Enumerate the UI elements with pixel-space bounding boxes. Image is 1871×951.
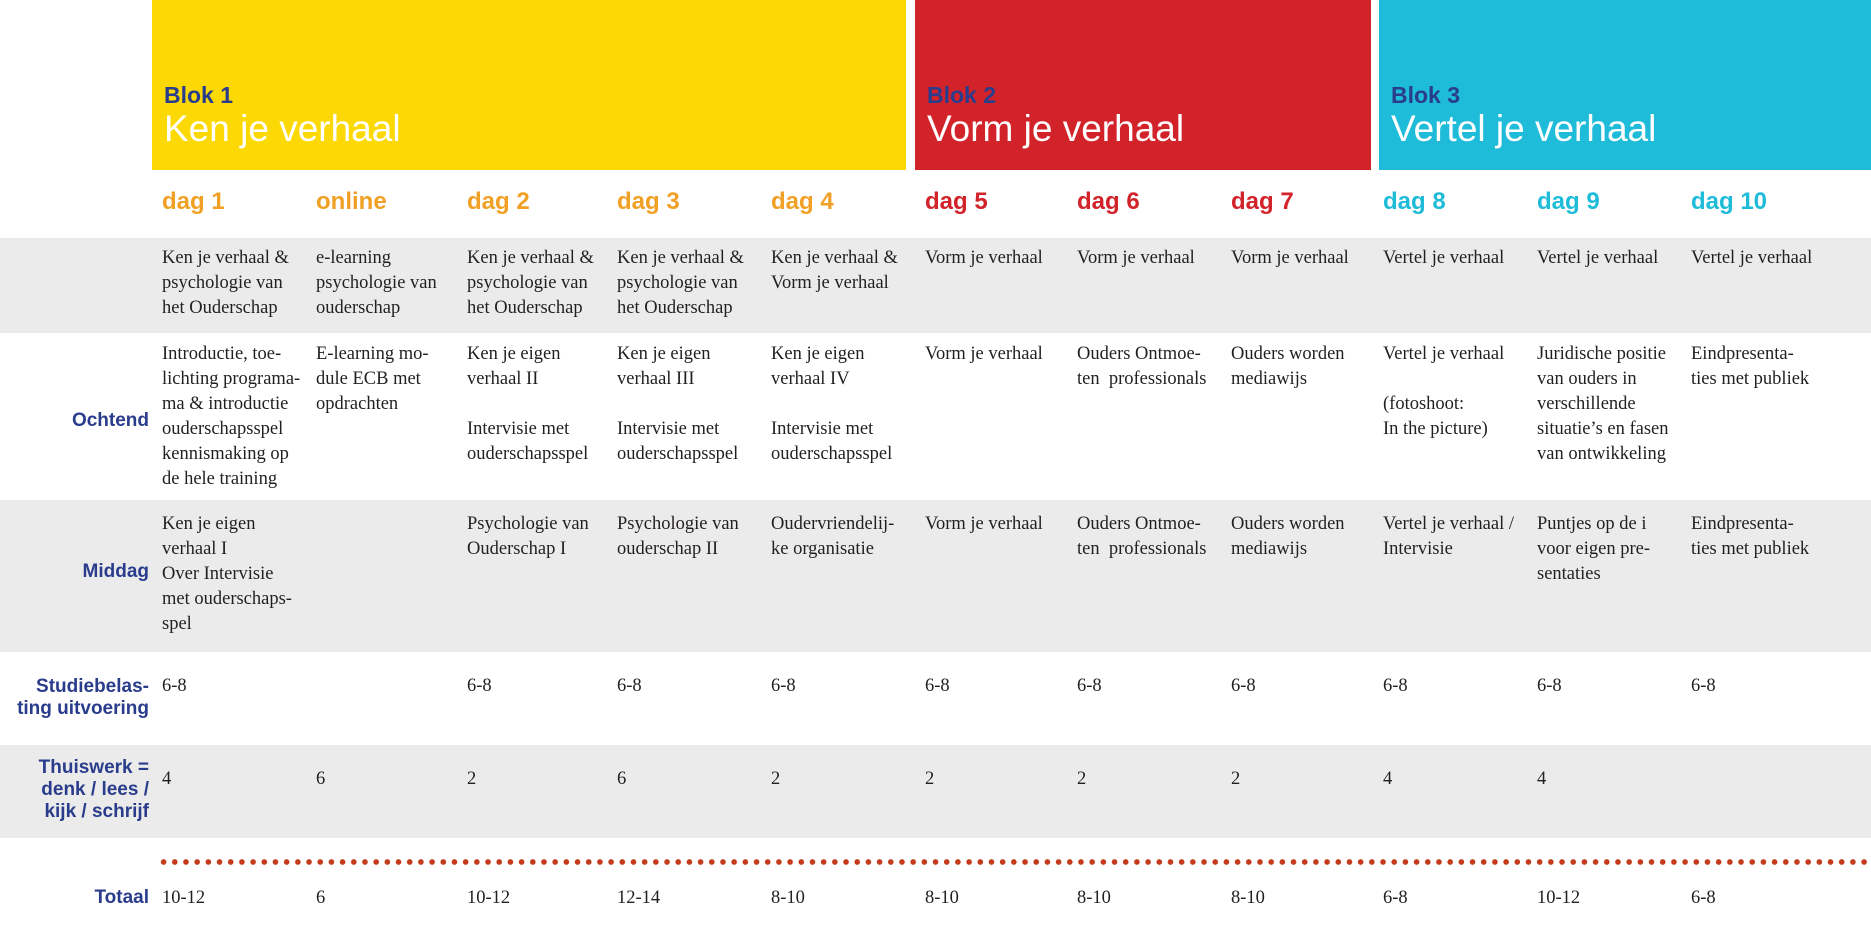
ochtend-cell: Ouders worden mediawijs [1231,344,1345,389]
theme-cell: Ken je verhaal & psychologie van het Ouderschap [162,248,289,318]
block-2-title: Vorm je verhaal [927,108,1185,149]
studiebelasting-cell: 6-8 [1231,676,1256,696]
middag-cell: Oudervriendelij- ke organisatie [771,514,895,559]
totaal-cell: 10-12 [467,888,511,908]
ochtend-cell: E-learning mo- dule ECB met opdrachten [316,344,429,414]
ochtend-cell: Vertel je verhaal (fotoshoot: In the picture) [1383,344,1505,439]
studiebelasting-cell: 6-8 [162,676,187,696]
day-header-4: dag 3 [617,188,680,215]
thuiswerk-cell: 4 [1537,769,1547,789]
studiebelasting-cell: 6-8 [1077,676,1102,696]
block-3-label: Blok 3 [1391,82,1461,108]
day-header-2: online [316,188,387,215]
studiebelasting-cell: 6-8 [1691,676,1716,696]
block-3-title: Vertel je verhaal [1391,108,1657,149]
thuiswerk-cell: 4 [1383,769,1393,789]
thuiswerk-cell: 6 [316,769,326,789]
day-header-6: dag 5 [925,188,988,215]
ochtend-cell: Introductie, toe- lichting programa- ma & introductie ouderschapsspel kennismaking op de hele training [162,344,301,489]
totaal-cell: 8-10 [771,888,805,908]
thuiswerk-cell: 2 [925,769,935,789]
totaal-cell: 8-10 [1231,888,1265,908]
totaal-cell: 6-8 [1383,888,1408,908]
row-label-middag: Middag [82,561,149,582]
row-label-studiebelasting: Studiebelas- ting uitvoering [17,676,149,719]
studiebelasting-cell: 6-8 [617,676,642,696]
studiebelasting-cell: 6-8 [467,676,492,696]
day-header-9: dag 8 [1383,188,1446,215]
theme-cell: Vertel je verhaal [1537,248,1659,268]
totaal-cell: 12-14 [617,888,661,908]
block-1-title: Ken je verhaal [164,108,401,149]
ochtend-cell: Ken je eigen verhaal III Intervisie met ouderschapsspel [617,344,739,464]
studiebelasting-cell: 6-8 [771,676,796,696]
ochtend-cell: Ken je eigen verhaal IV Intervisie met ouderschapsspel [771,344,893,464]
thuiswerk-cell: 2 [1077,769,1087,789]
middag-cell: Vorm je verhaal [925,514,1043,534]
studiebelasting-cell: 6-8 [1537,676,1562,696]
theme-cell: Vertel je verhaal [1691,248,1813,268]
theme-cell: Vertel je verhaal [1383,248,1505,268]
studiebelasting-cell: 6-8 [1383,676,1408,696]
block-2-label: Blok 2 [927,82,997,108]
theme-cell: e-learning psychologie van ouderschap [316,248,437,318]
ochtend-cell: Eindpresenta- ties met publiek [1691,344,1810,389]
totaal-cell: 8-10 [925,888,959,908]
totaal-cell: 8-10 [1077,888,1111,908]
dotted-separator [158,858,1871,866]
ochtend-cell: Vorm je verhaal [925,344,1043,364]
row-label-thuiswerk: Thuiswerk = denk / lees / kijk / schrijf [38,757,149,822]
thuiswerk-cell: 4 [162,769,172,789]
block-1-label: Blok 1 [164,82,234,108]
theme-cell: Ken je verhaal & psychologie van het Ouderschap [467,248,594,318]
theme-cell: Vorm je verhaal [1077,248,1195,268]
day-header-5: dag 4 [771,188,834,215]
thuiswerk-cell: 6 [617,769,627,789]
ochtend-cell: Ken je eigen verhaal II Intervisie met ouderschapsspel [467,344,589,464]
thuiswerk-cell: 2 [1231,769,1241,789]
thuiswerk-cell: 2 [771,769,781,789]
block-1-header [152,0,906,170]
day-header-10: dag 9 [1537,188,1600,215]
day-header-1: dag 1 [162,188,225,215]
middag-cell: Puntjes op de i voor eigen pre- sentaties [1537,514,1651,584]
day-header-3: dag 2 [467,188,530,215]
studiebelasting-cell: 6-8 [925,676,950,696]
middag-cell: Ken je eigen verhaal I Over Intervisie met ouderschaps- spel [162,514,292,634]
theme-cell: Ken je verhaal & Vorm je verhaal [771,248,898,293]
ochtend-cell: Ouders Ontmoe- ten professionals [1077,344,1207,389]
ochtend-cell: Juridische positie van ouders in verschillende situatie’s en fasen van ontwikkeling [1537,344,1669,464]
block-2-header [915,0,1371,170]
theme-cell: Vorm je verhaal [1231,248,1349,268]
theme-cell: Ken je verhaal & psychologie van het Ouderschap [617,248,744,318]
thuiswerk-row-band [0,745,1871,838]
thuiswerk-cell: 2 [467,769,477,789]
middag-cell: Eindpresenta- ties met publiek [1691,514,1810,559]
totaal-cell: 6 [316,888,326,908]
row-label-ochtend: Ochtend [71,410,149,431]
middag-cell: Vertel je verhaal / Intervisie [1383,514,1514,559]
block-3-header [1379,0,1871,170]
totaal-cell: 10-12 [162,888,206,908]
totaal-cell: 10-12 [1537,888,1581,908]
day-header-11: dag 10 [1691,188,1768,215]
totaal-cell: 6-8 [1691,888,1716,908]
row-label-totaal: Totaal [94,887,149,908]
middag-cell: Ouders worden mediawijs [1231,514,1345,559]
middag-cell: Psychologie van Ouderschap I [467,514,589,559]
day-header-7: dag 6 [1077,188,1140,215]
day-header-8: dag 7 [1231,188,1294,215]
theme-cell: Vorm je verhaal [925,248,1043,268]
middag-cell: Psychologie van ouderschap II [617,514,739,559]
middag-cell: Ouders Ontmoe- ten professionals [1077,514,1207,559]
